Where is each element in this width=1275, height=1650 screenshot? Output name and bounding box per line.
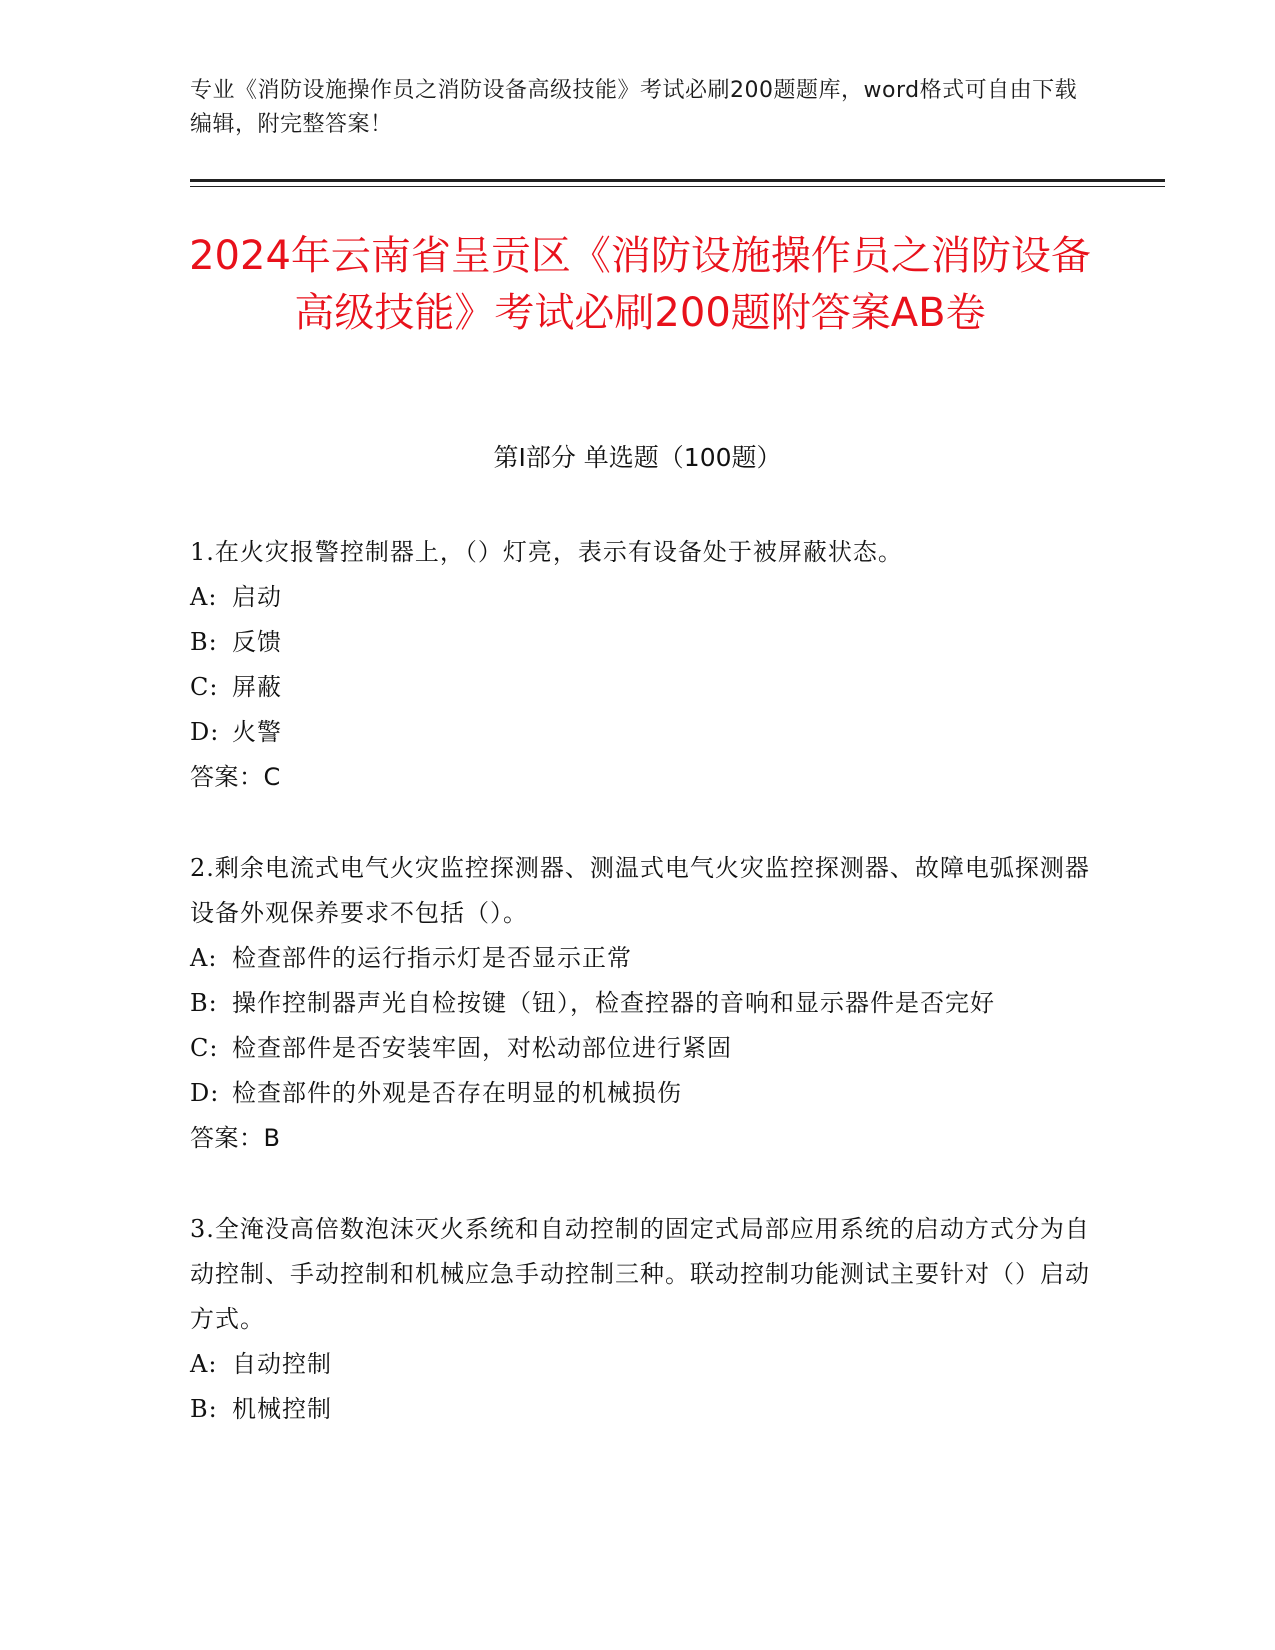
option-c [190, 1026, 1090, 1071]
option-key: A: [190, 583, 218, 611]
question-stem: 2.剩余电流式电气火灾监控探测器、测温式电气火灾监控探测器、故障电弧探测器设备外观保养要求不包括（）。 [190, 854, 1090, 927]
option-c [190, 665, 1090, 710]
option-key: C: [190, 673, 219, 701]
question-stem: 3.全淹没高倍数泡沫灭火系统和自动控制的固定式局部应用系统的启动方式分为自动控制、手动控制和机械应急手动控制三种。联动控制功能测试主要针对（）启动方式。 [190, 1215, 1090, 1333]
option-key: A: [190, 1350, 218, 1378]
option-text: 屏蔽 [232, 673, 282, 701]
question-stem: 1.在火灾报警控制器上，（）灯亮，表示有设备处于被屏蔽状态。 [190, 538, 903, 566]
option-text: 反馈 [232, 628, 282, 656]
option-text: 火警 [232, 718, 282, 746]
option-text: 自动控制 [232, 1350, 332, 1378]
option-text: 操作控制器声光自检按键（钮），检查控器的音响和显示器件是否完好 [232, 989, 995, 1017]
option-key: C: [190, 1034, 219, 1062]
answer: 答案：B [190, 1124, 281, 1152]
question-list [190, 530, 1090, 1478]
option-text: 启动 [232, 583, 282, 611]
option-key: B: [190, 1395, 218, 1423]
option-a [190, 575, 1090, 620]
option-a [190, 1342, 1090, 1387]
option-d [190, 710, 1090, 755]
option-key: B: [190, 628, 218, 656]
header-rule-thin [190, 186, 1165, 187]
option-text: 检查部件的运行指示灯是否显示正常 [232, 944, 632, 972]
option-text: 检查部件是否安装牢固，对松动部位进行紧固 [232, 1034, 732, 1062]
option-key: B: [190, 989, 218, 1017]
header-note: 专业《消防设施操作员之消防设备高级技能》考试必刷200题题库，word格式可自由下载编辑，附完整答案！ [190, 78, 1078, 137]
option-key: A: [190, 944, 218, 972]
option-key: D: [190, 1079, 220, 1107]
document-title: 2024年云南省呈贡区《消防设施操作员之消防设备高级技能》考试必刷200题附答案AB卷 [189, 233, 1091, 336]
option-a [190, 936, 1090, 981]
option-key: D: [190, 718, 220, 746]
question-1 [190, 530, 1090, 800]
option-b [190, 620, 1090, 665]
option-d [190, 1071, 1090, 1116]
header-rule-thick [190, 179, 1165, 182]
answer: 答案：C [190, 763, 281, 791]
option-b [190, 1387, 1090, 1432]
section-heading: 第I部分 单选题（100题） [493, 443, 782, 472]
question-3 [190, 1207, 1090, 1432]
option-b [190, 981, 1090, 1026]
question-2 [190, 846, 1090, 1161]
option-text: 检查部件的外观是否存在明显的机械损伤 [232, 1079, 682, 1107]
option-text: 机械控制 [232, 1395, 332, 1423]
